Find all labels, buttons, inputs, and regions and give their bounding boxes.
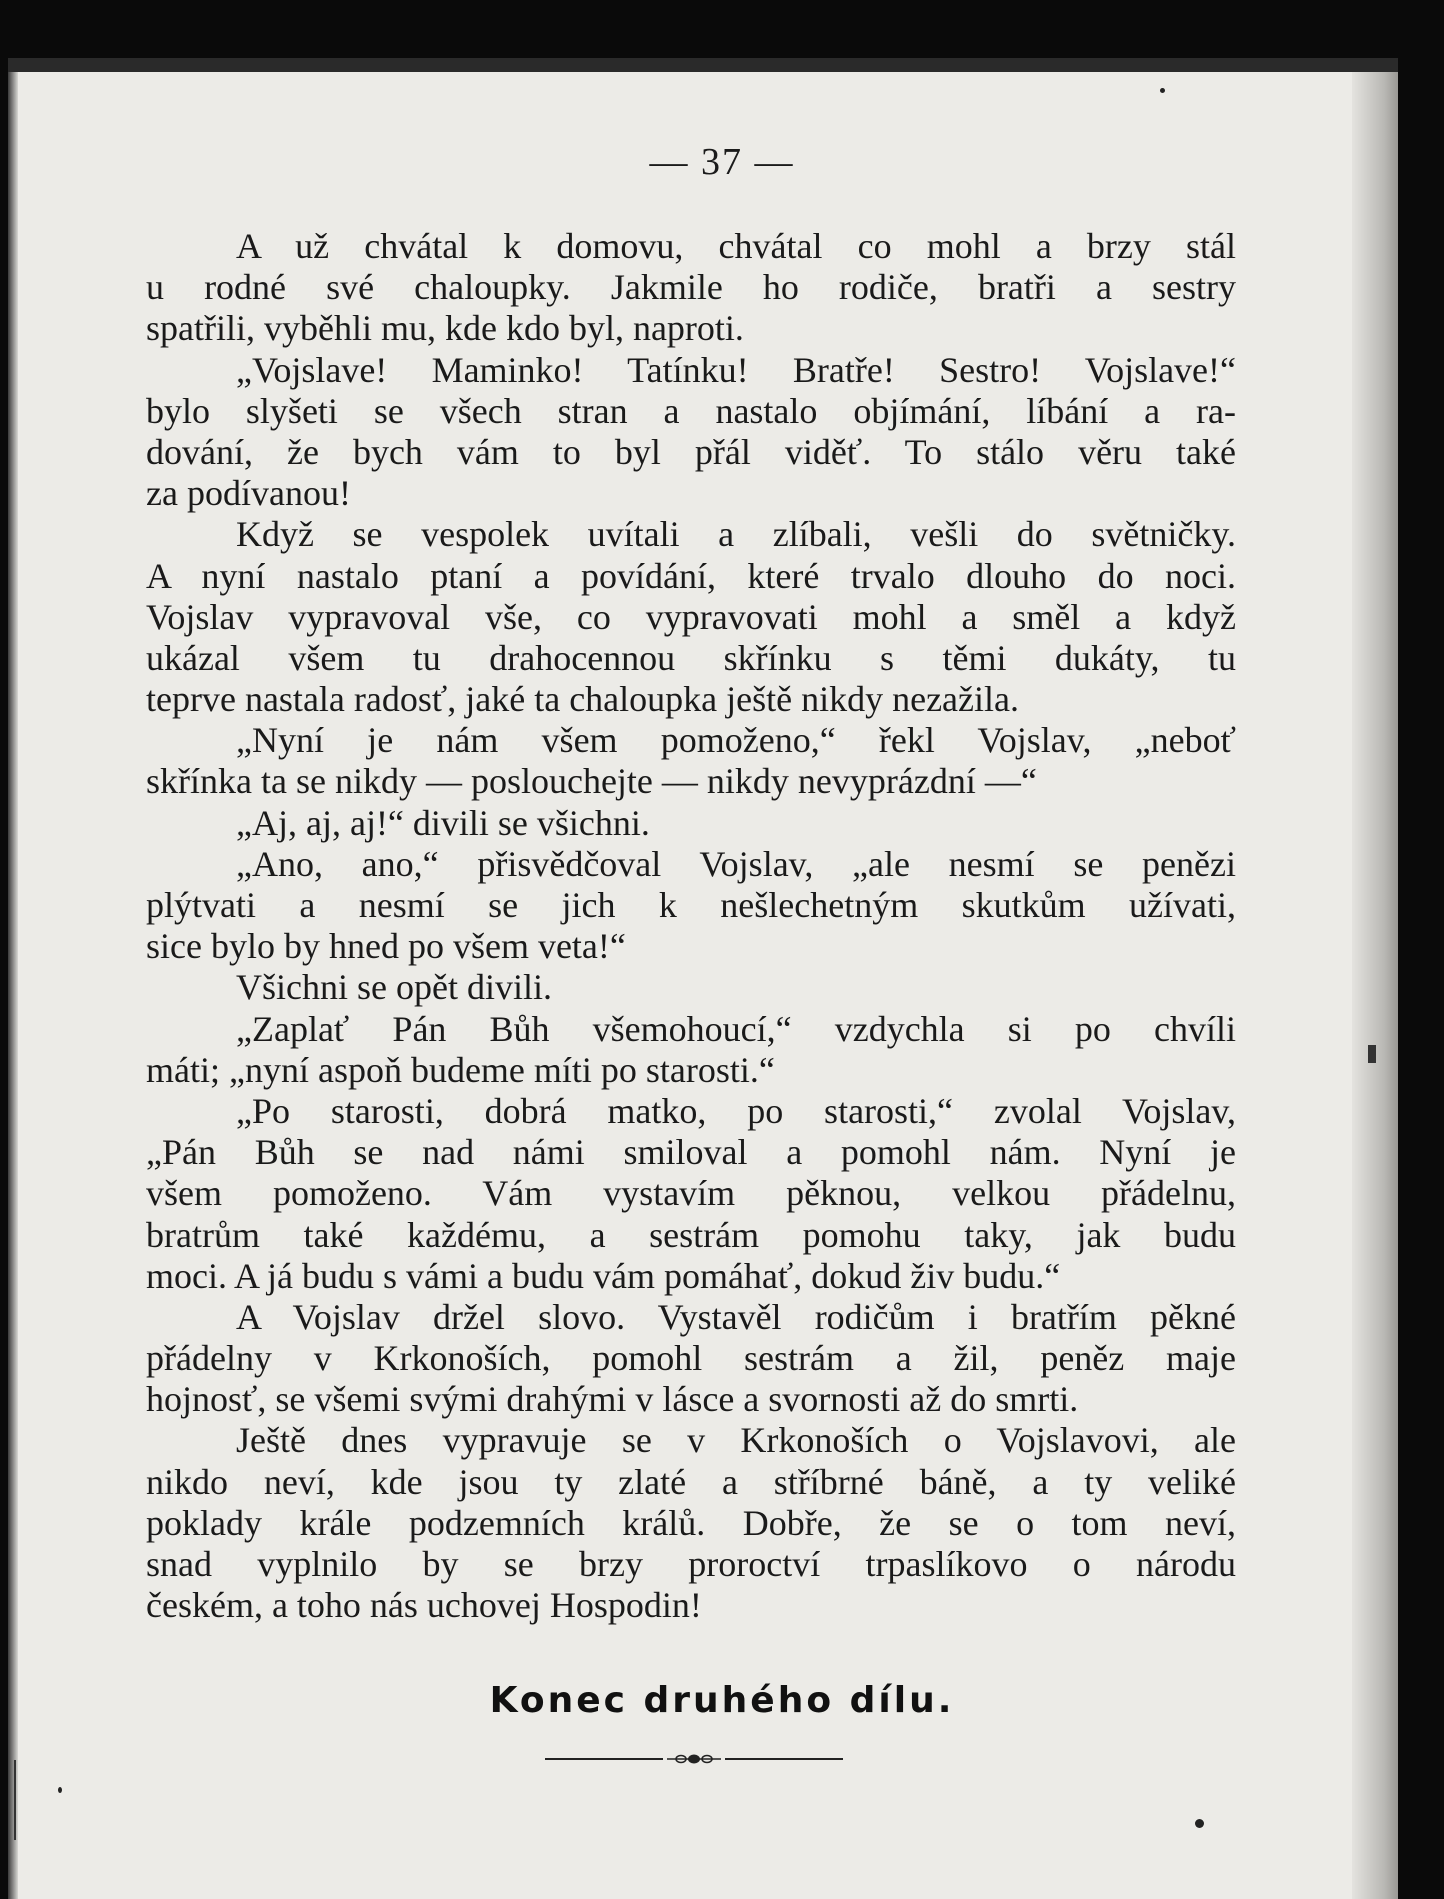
text-line: přádelny v Krkonoších, pomohl sestrám a žil, peněz maje [146,1338,1236,1379]
text-line: za podívanou! [146,473,351,514]
text-line: „Po starosti, dobrá matko, po starosti,“ zvolal Vojslav, [236,1090,1236,1131]
margin-mark [14,1760,16,1840]
text-line: A Vojslav držel slovo. Vystavěl rodičům i bratřím pěkné [236,1296,1236,1337]
ornamental-rule [545,1753,843,1765]
ornament-rule-right [725,1758,843,1760]
text-line: u rodné své chaloupky. Jakmile ho rodiče, bratři a sestry [146,267,1236,308]
ornament-knot-icon [667,1753,721,1765]
page-shadow-edge [1352,72,1398,1899]
text-line: „Vojslave! Maminko! Tatínku! Bratře! Sestro! Vojslave!“ [236,349,1236,390]
text-line: moci. A já budu s vámi a budu vám pomáhať, dokud živ budu.“ [146,1255,1061,1296]
text-line: ukázal všem tu drahocennou skřínku s těmi dukáty, tu [146,637,1236,678]
text-line: Když se vespolek uvítali a zlíbali, vešli do světničky. [236,514,1236,555]
text-line: dování, že bych vám to byl přál viděť. To stálo věru také [146,431,1236,472]
ink-speck [58,1787,62,1793]
text-line: nikdo neví, kde jsou ty zlaté a stříbrné báně, a ty veliké [146,1461,1236,1502]
text-line: „Aj, aj, aj!“ divili se všichni. [236,802,650,843]
ink-speck [1195,1819,1204,1828]
text-line: skřínka ta se nikdy — poslouchejte — nikdy nevyprázdní —“ [146,761,1037,802]
text-line: českém, a toho nás uchovej Hospodin! [146,1585,702,1626]
text-line: bylo slyšeti se všech stran a nastalo objímání, líbání a ra- [146,390,1236,431]
text-line: spatřili, vyběhli mu, kde kdo byl, naproti. [146,308,744,349]
text-line: všem pomoženo. Vám vystavím pěknou, velkou přádelnu, [146,1173,1236,1214]
ornament-rule-left [545,1758,663,1760]
text-line: „Nyní je nám všem pomoženo,“ řekl Vojslav, „neboť [236,720,1236,761]
text-line: Všichni se opět divili. [236,967,552,1008]
text-line: „Zaplať Pán Bůh všemohoucí,“ vzdychla si po chvíli [236,1008,1236,1049]
text-line: teprve nastala radosť, jaké ta chaloupka ještě nikdy nezažila. [146,679,1019,720]
text-line: „Ano, ano,“ přisvědčoval Vojslav, „ale nesmí se penězi [236,843,1236,884]
text-line: Ještě dnes vypravuje se v Krkonoších o Vojslavovi, ale [236,1420,1236,1461]
text-line: „Pán Bůh se nad námi smiloval a pomohl nám. Nyní je [146,1132,1236,1173]
closing-title: Konec druhého dílu. [489,1680,955,1721]
text-line: A nyní nastalo ptaní a povídání, které trvalo dlouho do noci. [146,555,1236,596]
text-line: máti; „nyní aspoň budeme míti po starosti.“ [146,1049,775,1090]
text-line: plýtvati a nesmí se jich k nešlechetným skutkům užívati, [146,885,1236,925]
text-line: sice bylo by hned po všem veta!“ [146,926,626,967]
text-line: A už chvátal k domovu, chvátal co mohl a brzy stál [236,226,1236,266]
page-number: — 37 — [649,141,795,183]
body-text [146,226,1236,1626]
text-line: Vojslav vypravoval vše, co vypravovati mohl a směl a když [146,596,1236,637]
page-binding-edge [8,72,18,1899]
text-line: snad vyplnilo by se brzy proroctví trpaslíkovo o národu [146,1544,1236,1584]
margin-mark [1368,1045,1376,1063]
ink-speck [1160,88,1165,93]
text-line: hojnosť, se všemi svými drahými v lásce a svornosti až do smrti. [146,1379,1079,1420]
text-line: poklady krále podzemních králů. Dobře, že se o tom neví, [146,1502,1236,1543]
text-line: bratrům také každému, a sestrám pomohu taky, jak budu [146,1214,1236,1255]
